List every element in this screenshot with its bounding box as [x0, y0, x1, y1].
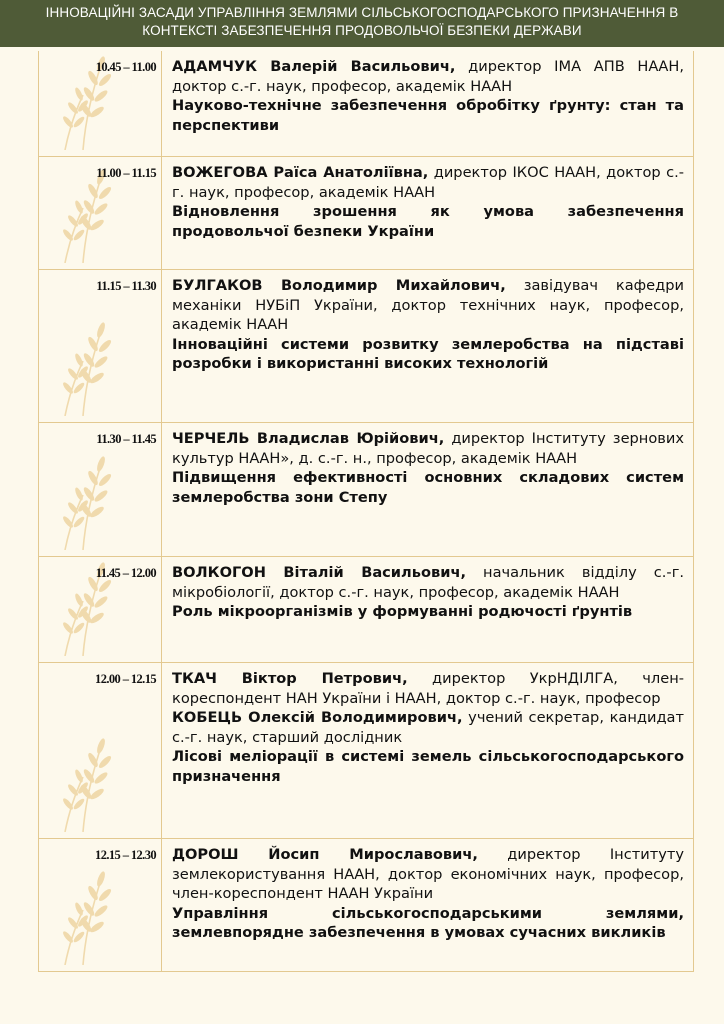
time-slot: 11.00 – 11.15	[96, 166, 156, 180]
talk-title: Інноваційні системи розвитку землеробства на підставі розробки і використанні високих технологій	[172, 335, 684, 372]
time-cell	[38, 423, 162, 556]
page-header	[0, 0, 724, 47]
program-row	[38, 51, 694, 157]
talk-title: Лісові меліорації в системі земель сільськогосподарського призначення	[172, 748, 684, 785]
header-line-1: ІННОВАЦІЙНІ ЗАСАДИ УПРАВЛІННЯ ЗЕМЛЯМИ СІЛЬСЬКОГОСПОДАРСЬКОГО ПРИЗНАЧЕННЯ В	[45, 5, 679, 20]
speaker-role: директор ІКОС НААН, доктор с.-г. наук, професор, академік НААН	[172, 164, 684, 201]
speaker-role: учений секретар, кандидат с.-г. наук, старший дослідник	[172, 709, 684, 746]
time-cell	[38, 557, 162, 662]
program-row	[38, 557, 694, 663]
time-cell	[38, 839, 162, 971]
time-slot: 12.15 – 12.30	[95, 848, 156, 862]
speaker	[172, 57, 684, 96]
speaker-role: директор Інституту землекористування НААН, доктор економічних наук, професор, член-кореспондент НААН України	[172, 846, 685, 902]
talk-title: Науково-технічне забезпечення обробітку ґрунту: стан та перспективи	[172, 97, 684, 134]
time-slot: 10.45 – 11.00	[95, 60, 156, 74]
wheat-icon	[53, 732, 133, 832]
speaker-name: ТКАЧ Віктор Петрович,	[172, 670, 408, 687]
talk-content	[162, 157, 694, 269]
talk-content	[162, 839, 694, 971]
speaker-name: БУЛГАКОВ Володимир Михайлович,	[172, 277, 506, 294]
talk-title: Відновлення зрошення як умова забезпечення продовольчої безпеки України	[172, 203, 684, 240]
speaker	[172, 276, 684, 335]
talk-title: Управління сільськогосподарськими землями, землевпорядне забезпечення в умовах сучасних викликів	[172, 904, 684, 941]
wheat-icon	[53, 865, 133, 965]
speaker-name: ДОРОШ Йосип Мирославович,	[172, 846, 478, 863]
speaker	[172, 708, 684, 747]
time-slot: 11.45 – 12.00	[95, 566, 156, 580]
speaker	[172, 429, 684, 468]
program-row	[38, 157, 694, 270]
speaker	[172, 163, 684, 202]
program-table	[38, 51, 694, 972]
speaker-role: завідувач кафедри механіки НУБіП України, доктор технічних наук, професор, академік НААН	[172, 277, 684, 333]
speaker	[172, 845, 684, 904]
speaker-name: КОБЕЦЬ Олексій Володимирович,	[172, 709, 463, 726]
talk-content	[162, 557, 694, 662]
program-row	[38, 270, 694, 423]
header-line-2: КОНТЕКСТІ ЗАБЕЗПЕЧЕННЯ ПРОДОВОЛЬЧОЇ БЕЗПЕКИ ДЕРЖАВИ	[142, 23, 582, 38]
talk-title: Роль мікроорганізмів у формуванні родючості ґрунтів	[172, 603, 633, 620]
talk-title: Підвищення ефективності основних складових систем землеробства зони Степу	[172, 469, 684, 506]
speaker-role: директор ІМА АПВ НААН, доктор с.-г. наук, професор, академік НААН	[172, 58, 684, 95]
speaker-role: начальник відділу с.-г. мікробіології, доктор с.-г. наук, професор, академік НААН	[172, 564, 685, 601]
talk-content	[162, 51, 694, 156]
speaker-name: ЧЕРЧЕЛЬ Владислав Юрійович,	[172, 430, 445, 447]
time-slot: 11.30 – 11.45	[96, 432, 156, 446]
talk-content	[162, 423, 694, 556]
program-row	[38, 423, 694, 557]
time-cell	[38, 157, 162, 269]
speaker-name: АДАМЧУК Валерій Васильович,	[172, 58, 456, 75]
program-row	[38, 663, 694, 839]
speaker-name: ВОЛКОГОН Віталій Васильович,	[172, 564, 467, 581]
time-slot: 12.00 – 12.15	[95, 672, 156, 686]
time-cell	[38, 270, 162, 422]
wheat-icon	[53, 316, 133, 416]
time-slot: 11.15 – 11.30	[96, 279, 156, 293]
talk-content	[162, 663, 694, 838]
speaker	[172, 669, 684, 708]
speaker-role: директор УкрНДІЛГА, член-кореспондент НАН України і НААН, доктор с.-г. наук, професор	[172, 670, 685, 707]
program-row	[38, 839, 694, 972]
time-cell	[38, 51, 162, 156]
speaker	[172, 563, 684, 602]
wheat-icon	[53, 450, 133, 550]
speaker-role: директор Інституту зернових культур НААН», д. с.-г. н., професор, академік НААН	[172, 430, 685, 467]
speaker-name: ВОЖЕГОВА Раїса Анатоліївна,	[172, 164, 429, 181]
time-cell	[38, 663, 162, 838]
talk-content	[162, 270, 694, 422]
